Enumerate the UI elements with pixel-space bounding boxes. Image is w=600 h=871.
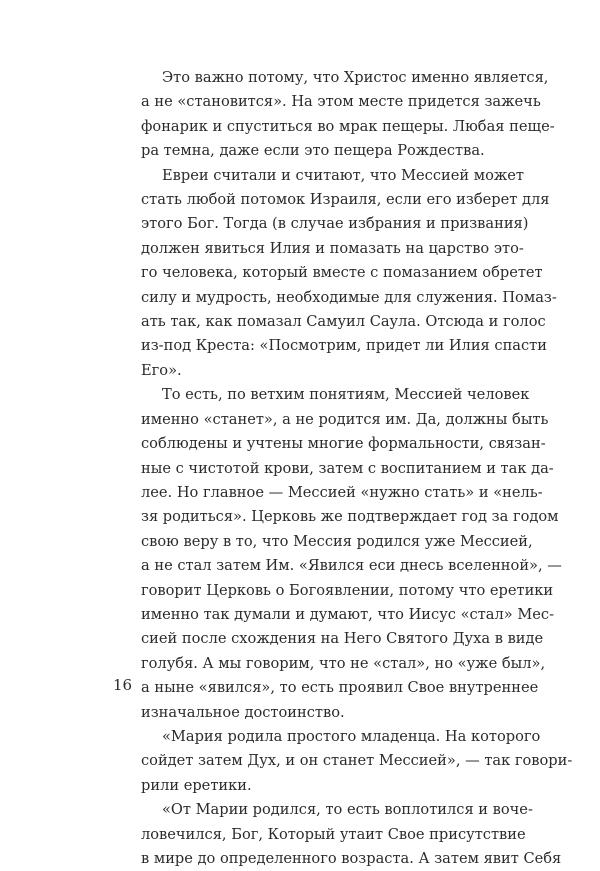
text-line: в мире до определенного возраста. А затем явит Себя: [141, 850, 562, 867]
text-line: соблюдены и учтены многие формальности, связан-: [141, 435, 546, 453]
paragraph: [141, 798, 562, 871]
text-line: сойдет затем Дух, и он станет Мессией», — так говори-: [141, 752, 573, 770]
text-line: именно «станет», а не родится им. Да, должны быть: [141, 410, 549, 428]
paragraph: [141, 66, 555, 164]
text-line: должен явиться Илия и помазать на царство это-: [141, 239, 524, 257]
text-line: ать так, как помазал Самуил Саула. Отсюда и голос: [141, 313, 546, 331]
text-line: ра темна, даже если это пещера Рождества.: [141, 142, 485, 160]
text-line: голубя. А мы говорим, что не «стал», но «уже был»,: [141, 654, 546, 672]
text-line: свою веру в то, что Мессия родился уже Мессией,: [141, 532, 533, 550]
text-line: Его».: [141, 361, 182, 379]
text-line: «Мария родила простого младенца. На которого: [162, 727, 541, 745]
text-line: этого Бог. Тогда (в случае избрания и призвания): [141, 215, 529, 233]
text-line: изначальное достоинство.: [141, 703, 345, 721]
paragraph: [141, 164, 557, 384]
text-line: Евреи считали и считают, что Мессией может: [162, 166, 524, 184]
text-line: говорит Церковь о Богоявлении, потому что еретики: [141, 581, 554, 599]
text-line: рили еретики.: [141, 776, 252, 794]
text-line: сией после схождения на Него Святого Духа в виде: [141, 630, 544, 648]
text-line: именно так думали и думают, что Иисус «стал» Мес-: [141, 605, 555, 623]
text-line: стать любой потомок Израиля, если его изберет для: [141, 191, 550, 209]
text-line: ловечился, Бог, Который утаит Свое присутствие: [141, 825, 526, 843]
text-line: силу и мудрость, необходимые для служения. Помаз-: [141, 288, 557, 306]
text-line: лее. Но главное — Мессией «нужно стать» и «нель-: [141, 483, 543, 501]
paragraph: [141, 725, 573, 798]
paragraph: [141, 383, 562, 725]
text-line: ные с чистотой крови, затем с воспитанием и так да-: [141, 459, 554, 477]
text-line: фонарик и спуститься во мрак пещеры. Любая пеще-: [141, 117, 555, 135]
text-line: «От Марии родился, то есть воплотился и воче-: [162, 801, 533, 819]
text-line: а не «становится». На этом месте придется зажечь: [141, 93, 541, 111]
page-number: 16: [113, 676, 133, 694]
text-line: го человека, который вместе с помазанием обретет: [141, 264, 543, 282]
text-line: Это важно потому, что Христос именно является,: [162, 69, 549, 86]
body-text: [141, 66, 573, 871]
text-line: из-под Креста: «Посмотрим, придет ли Илия спасти: [141, 337, 547, 355]
text-line: То есть, по ветхим понятиям, Мессией человек: [162, 386, 530, 404]
text-line: зя родиться». Церковь же подтверждает год за годом: [141, 508, 559, 526]
text-line: а ныне «явился», то есть проявил Свое внутреннее: [141, 679, 539, 697]
text-line: а не стал затем Им. «Явился еси днесь вселенной», —: [141, 557, 562, 575]
